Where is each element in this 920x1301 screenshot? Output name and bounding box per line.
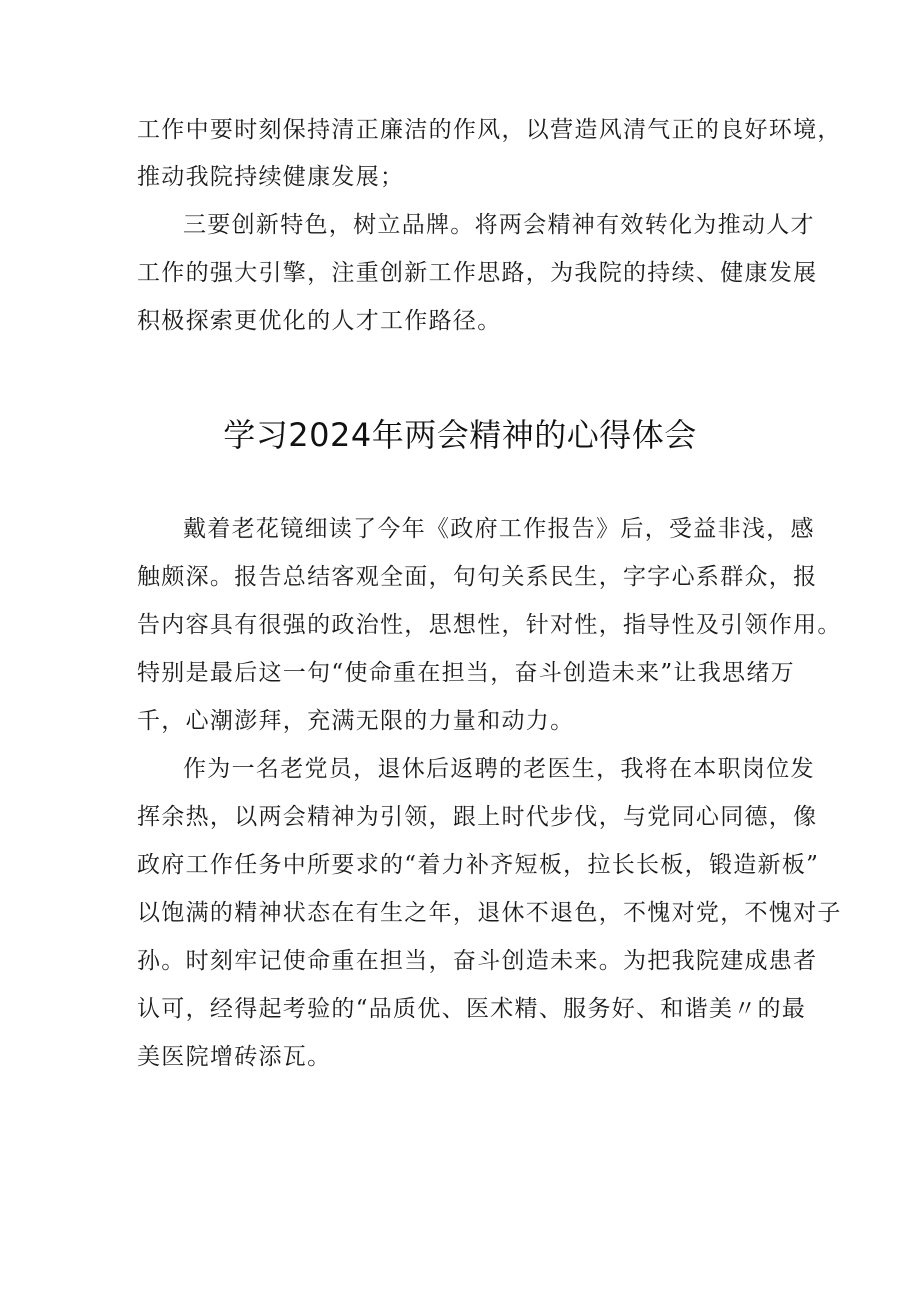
article-title: 学习2024年两会精神的心得体会	[223, 416, 697, 454]
text-line: 以饱满的精神状态在有生之年，退休不退色，不愧对党，不愧对子	[137, 900, 842, 926]
text-line: 三要创新特色，树立品牌。将两会精神有效转化为推动人才	[183, 212, 815, 238]
text-line: 认可，经得起考验的“品质优、医术精、服务好、和谐美〃的最	[137, 996, 807, 1022]
text-line: 戴着老花镜细读了今年《政府工作报告》后，受益非浅，感	[183, 516, 815, 542]
text-line: 工作中要时刻保持清正廉洁的作风，以营造风清气正的良好环境，	[137, 117, 842, 143]
text-line: 告内容具有很强的政治性，思想性，针对性，指导性及引领作用。	[137, 612, 842, 638]
text-line: 孙。时刻牢记使命重在担当，奋斗创造未来。为把我院建成患者	[137, 948, 818, 974]
text-line: 千，心潮澎拜，充满无限的力量和动力。	[137, 708, 575, 734]
text-line: 作为一名老党员，退休后返聘的老医生，我将在本职岗位发	[183, 756, 815, 782]
text-line: 政府工作任务中所要求的“着力补齐短板，拉长长板，锻造新板”	[137, 852, 820, 878]
text-line: 触颇深。报告总结客观全面，句句关系民生，字字心系群众，报	[137, 564, 818, 590]
text-line: 积极探索更优化的人才工作路径。	[137, 308, 502, 334]
text-line: 特别是最后这一句“使命重在担当，奋斗创造未来”让我思绪万	[137, 660, 795, 686]
text-line: 挥余热，以两会精神为引领，跟上时代步伐，与党同心同德，像	[137, 804, 818, 830]
text-line: 工作的强大引擎，注重创新工作思路，为我院的持续、健康发展	[137, 260, 818, 286]
text-line: 美医院增砖添瓦。	[137, 1044, 332, 1070]
text-line: 推动我院持续健康发展；	[137, 164, 405, 190]
